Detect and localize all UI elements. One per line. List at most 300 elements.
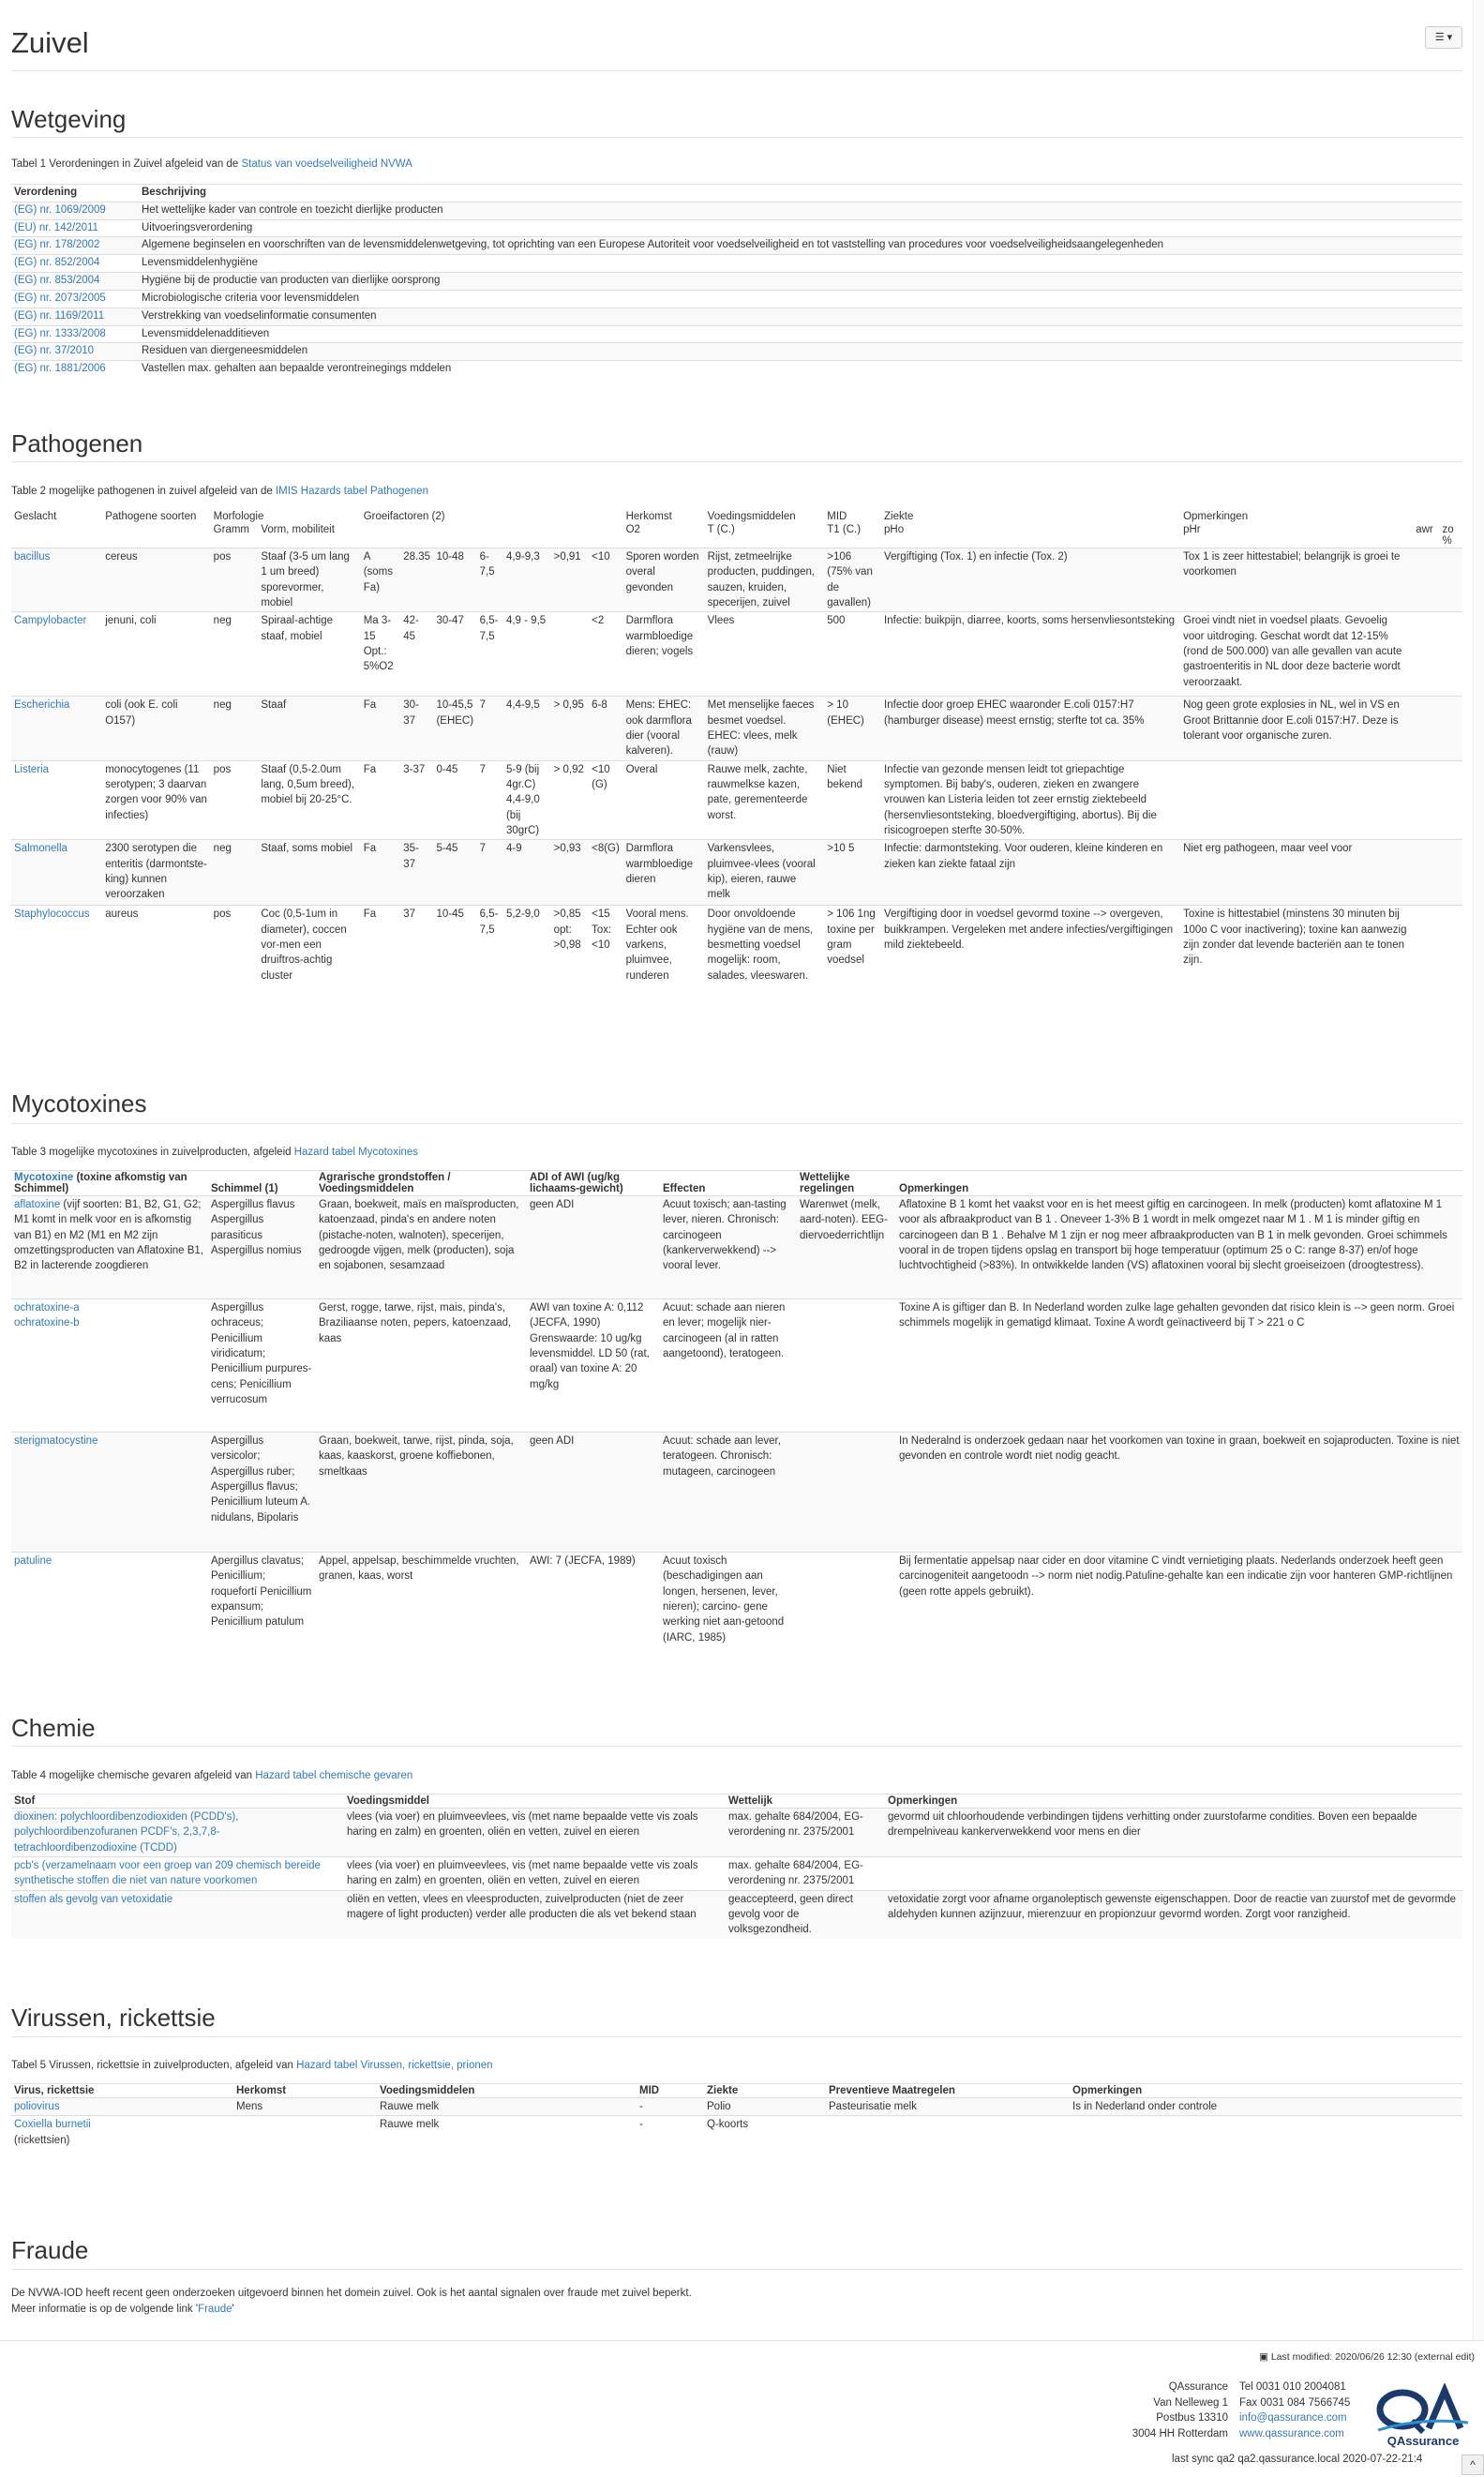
table-cell: Fa [361,697,401,760]
table-cell: Niet erg pathogeen, maar veel voor [1180,840,1413,906]
table-cell: Bij fermentatie appelsap naar cider en door vitamine C vindt vernietiging plaats. Nederlands onderzoek heeft geen carcinogeniteit aangetoodn --> norm niet nodig.Patuline-gehalte kan een indicatie zijn voor hanteren GMP-richtlijnen (geen rotte appels gebruikt). [896,1553,1462,1656]
table-cell: Toxine A is giftiger dan B. In Nederland worden zulke lage gehalten gevonden dat risico klein is --> geen norm. Groei schimmels mogelijk in gematigd klimaat. Toxine A wordt geïnactiveerd bij T > 221 o C [896,1299,1462,1433]
table-cell: > 0,95 [551,697,590,760]
table-cell: 4,4-9,5 [503,697,551,760]
table-caption-4 [11,1770,412,1781]
table-cell [11,840,102,906]
table-row [11,906,1462,984]
table-cell: geaccepteerd, geen direct gevolg voor de volksgezondheid. [726,1890,885,1938]
mycotoxine-name-link[interactable]: aflatoxine [14,1199,61,1210]
table-cell: <10 [589,548,622,612]
table-cell: Rijst, zetmeelrijke producten, puddingen, sauzen, kruiden, specerijen, zuivel [705,548,825,612]
caption-text: Table 4 mogelijke chemische gevaren afgeleid van [11,1770,256,1781]
table-cell: >10 5 [824,840,881,906]
table-cell: Aspergillus flavus Aspergillus parasiticus Aspergillus nomius [208,1196,316,1299]
verordening-link[interactable]: (EG) nr. 852/2004 [14,257,100,269]
section-heading-fraude: Fraude [11,2236,89,2264]
table-cell: 30-47 [433,612,476,697]
table-cell: AWI: 7 (JECFA, 1989) [527,1553,660,1656]
table-cell: <8(G) [589,840,622,906]
table-cell: >0,85 opt: >0,98 [551,906,590,984]
table-cell [826,2116,1070,2149]
table-cell: Fa [361,760,401,840]
column-header: Stof [11,1794,344,1809]
table-cell: Microbiologische criteria voor levensmiddelen [139,290,1462,308]
table-cell: Door onvoldoende hygiëne van de mens, besmetting voedsel mogelijk: room, salades, vleeswaren. [705,906,825,984]
table-row [11,361,1462,378]
table-cell: Gerst, rogge, tarwe, rijst, mais, pinda's, Braziliaanse noten, pepers, katoenzaad, kaas [316,1299,527,1433]
column-subheader: pHr [1183,524,1201,535]
column-header: Groeifactoren (2) [363,511,445,522]
table-cell: Warenwet (melk, aard-noten). EEG-diervoederrichtlijn [797,1196,896,1299]
table-cell: Fa [361,906,401,984]
caption-link[interactable]: Status van voedselveiligheid NVWA [241,158,412,170]
table-cell: AWI van toxine A: 0,112 (JECFA, 1990) Grenswaarde: 10 ug/kg levensmiddel. LD 50 (rat, oraal) van toxine A: 20 mg/kg [527,1299,660,1433]
footer-web-link[interactable]: www.qassurance.com [1239,2428,1344,2440]
table-cell [1440,760,1462,840]
table-row [11,697,1462,760]
table-cell [11,308,139,325]
column-header: Verordening [11,185,139,203]
column-header: Geslacht [14,511,57,522]
table-cell: vetoxidatie zorgt voor afname organoleptisch gewenste eigenschappen. Door de reactie van zuurstof met de gevormde aldehyden kunnen azijnzuur, mierenzuur en propionzuur gevormd worden. Zorgt voor ranzigheid. [885,1890,1462,1938]
column-header: Mycotoxine (toxine afkomstig van Schimmel) [11,1171,208,1196]
column-header: Beschrijving [139,185,1462,203]
table-cell: Uitvoeringsverordening [139,219,1462,237]
column-subheader: T (C.) [707,524,735,535]
table-cell [1440,906,1462,984]
table-row [11,237,1462,255]
verordening-link[interactable]: (EG) nr. 178/2002 [14,239,100,251]
table-cell: Vlees [705,612,825,697]
table-cell: Pasteurisatie melk [826,2098,1070,2116]
stof-link[interactable]: dioxinen: polychloordibenzodioxiden (PCDD's), polychloordibenzofuranen PCDF's, 2,3,7,8-tetrachloordibenzodioxine (TCDD) [14,1811,239,1854]
table-cell: 6-7,5 [477,548,503,612]
column-header: Pathogene soorten [105,511,197,522]
table-cell [1413,760,1439,840]
table-cell: 6,5-7,5 [477,612,503,697]
column-header: MID [637,2084,704,2098]
column-header: Herkomst [625,511,672,522]
mycotoxine-name-link[interactable]: sterigmatocystine [14,1435,98,1447]
verordening-link[interactable]: (EG) nr. 2073/2005 [14,292,106,304]
verordening-link[interactable]: (EG) nr. 1069/2009 [14,203,106,216]
table-cell: Varkensvlees, pluimvee-vlees (vooral kip), eieren, rauwe melk [705,840,825,906]
sync-info: last sync qa2 qa2.qassurance.local 2020-07-22-21:4 [1172,2454,1423,2465]
mycotoxine-name-link[interactable]: patuline [14,1555,52,1567]
table-cell: Fa [361,840,401,906]
column-header: Opmerkingen [896,1171,1462,1196]
table-cell: Aspergillus ochraceus; Penicillium viridicatum; Penicillium purpures-cens; Penicillium verrucosum [208,1299,316,1433]
table-cell: Staaf [258,697,360,760]
table-cell: neg [211,697,259,760]
table-cell: Is in Nederland onder controle [1070,2098,1462,2116]
table-caption-3 [11,1147,418,1158]
last-modified: ▣ Last modified: 2020/06/26 12:30 (external edit) [1259,2351,1475,2363]
table-cell: >0,93 [551,840,590,906]
table-cell: max. gehalte 684/2004, EG-verordening nr. 2375/2001 [726,1809,885,1857]
table-cell [1413,548,1439,612]
table-cell [233,2116,377,2149]
column-subheader: Vorm, mobiliteit [261,524,335,535]
table-cell: Levensmiddelenhygiëne [139,255,1462,273]
table-row [11,2098,1462,2116]
section-divider [11,2269,1462,2270]
table-cell: Infectie van gezonde mensen leidt tot griepachtige symptomen. Bij baby's, ouderen, zieken en zwangere vrouwen kan Listeria leiden tot zeer ernstig ziektebeeld (hersenvliesontsteking, bloedvergiftiging, abortus). Bij die risicogroepen sterfte 30-50%. [881,760,1180,840]
genus-link[interactable]: Campylobacter [14,615,87,627]
caption-text: Table 3 mogelijke mycotoxines in zuivelproducten, afgeleid [11,1147,294,1158]
table-cell: 7 [477,760,503,840]
table-cell: 5-9 (bij 4gr.C) 4,4-9,0 (bij 30grC) [503,760,551,840]
table-cell: 4-9 [503,840,551,906]
genus-link[interactable]: Escherichia [14,699,70,712]
table-cell: Mens [233,2098,377,2116]
table-cell [1413,840,1439,906]
mycotoxine-link[interactable]: Mycotoxine [14,1172,74,1183]
table-cell: Aspergillus versicolor; Aspergillus ruber; Aspergillus flavus; Penicillium luteum A. nidulans, Bipolaris [208,1433,316,1553]
pathogenen-table [11,510,1462,984]
table-cell: aureus [102,906,210,984]
caption-link[interactable]: Hazard tabel Mycotoxines [293,1147,419,1158]
table-cell: Infectie door groep EHEC waaronder E.coli 0157:H7 (hamburger disease) meest ernstig; sterfte tot ca. 35% [881,697,1180,760]
title-divider [11,70,1462,71]
table-row [11,325,1462,343]
fraude-text [11,2286,692,2317]
fraude-line-2: Meer informatie is op de volgende link 'Fraude' [11,2303,234,2315]
table-cell: Vergiftiging door in voedsel gevormd toxine --> overgeven, buikkrampen. Vergeleken met andere infecties/vergiftigingen mild ziektebeeld. [881,906,1180,984]
table-cell: geen ADI [527,1433,660,1553]
table-cell: pos [211,906,259,984]
table-cell: Met menselijke faeces besmet voedsel. EHEC: vlees, melk (rauw) [705,697,825,760]
table-cell: - [637,2098,704,2116]
table-cell: - [637,2116,704,2149]
section-heading-virussen: Virussen, rickettsie [11,2004,216,2032]
table-row [11,1433,1462,1553]
table-row [11,1299,1462,1433]
table-cell: Darmflora warmbloedige dieren [623,840,705,906]
table-cell: 10-45,5 (EHEC) [433,697,476,760]
table-row [11,1856,1462,1890]
table-cell: 42-45 [400,612,433,697]
table-cell: Darmflora warmbloedige dieren; vogels [623,612,705,697]
footer-tel: Tel 0031 010 2004081 [1239,2381,1346,2393]
column-subheader: O2 [625,524,640,535]
table-cell: > 10 (EHEC) [824,697,881,760]
table-cell: monocytogenes (11 serotypen; 3 daarvan zorgen voor 90% van infecties) [102,760,210,840]
table-cell: Acuut: schade aan lever, teratogeen. Chronisch: mutageen, carcinogeen [660,1433,797,1553]
table-cell [11,1809,344,1857]
table-row [11,273,1462,291]
stof-link[interactable]: pcb's (verzamelnaam voor een groep van 209 chemisch bereide synthetische stoffen die niet van nature voorkomen [14,1859,321,1887]
genus-link[interactable]: Staphylococcus [14,908,90,921]
qassurance-logo: QAssurance [1374,2383,1472,2449]
table-cell: Infectie: darmontsteking. Voor ouderen, kleine kinderen en zieken kan ziekte fataal zijn [881,840,1180,906]
section-divider [11,137,1462,138]
table-cell: Nog geen grote explosies in NL, wel in VS en Groot Brittannie door E.coli 0157:H7. Deze is tolerant voor organische zuren. [1180,697,1413,760]
column-header: Ziekte [884,511,914,522]
table-cell: Rauwe melk [377,2116,637,2149]
table-cell [1440,840,1462,906]
table-cell [11,760,102,840]
table-row [11,760,1462,840]
table-cell [1413,697,1439,760]
scroll-top-button[interactable]: ^ [1462,2454,1484,2475]
table-cell: 3-37 [400,760,433,840]
column-subheader: Gramm [213,524,250,535]
table-cell: Vooral mens. Echter ook varkens, pluimvee, runderen [623,906,705,984]
verordening-link[interactable]: (EG) nr. 1881/2006 [14,363,106,375]
table-cell: pos [211,760,259,840]
table-cell [1070,2116,1462,2149]
table-cell [11,1856,344,1890]
column-header: Agrarische grondstoffen / Voedingsmiddelen [316,1171,527,1196]
table-cell [11,343,139,361]
table-row [11,1196,1462,1299]
table-cell: 6,5-7,5 [477,906,503,984]
table-cell [11,219,139,237]
footer-address: QAssurance Van Nelleweg 1 Postbus 13310 3004 HH Rotterdam [1132,2381,1228,2440]
table-cell [11,237,139,255]
column-header: Herkomst [233,2084,377,2098]
table-row [11,255,1462,273]
table-cell: 4,9 - 9,5 [503,612,551,697]
table-cell: Acuut: schade aan nieren en lever; mogelijk nier-carcinogeen (al in ratten aangetoond), teratogeen. [660,1299,797,1433]
table-cell [551,612,590,697]
genus-link[interactable]: bacillus [14,551,51,563]
table-cell: Vastellen max. gehalten aan bepaalde verontreinegings mddelen [139,361,1462,378]
table-cell: 4,9-9,3 [503,548,551,612]
table-cell: 7 [477,697,503,760]
table-row [11,290,1462,308]
virussen-table [11,2083,1462,2149]
table-row [11,2116,1462,2149]
column-subheader: zo % [1442,524,1454,547]
table-cell: Mens: EHEC: ook darmflora dier (vooral kalveren). [623,697,705,760]
caption-text: Table 2 mogelijke pathogenen in zuivel afgeleid van de [11,486,276,497]
table-cell: > 106 1ng toxine per gram voedsel [824,906,881,984]
table-cell: 35-37 [400,840,433,906]
table-cell: vlees (via voer) en pluimveevlees, vis (met name bepaalde vette vis zoals haring en zalm) en groenten, oliën en vetten, zuivel en eieren [344,1856,726,1890]
table-cell: 28.35 [400,548,433,612]
column-header: Virus, rickettsie [11,2084,233,2098]
column-header: Morfologie [213,511,264,522]
toc-menu-button[interactable]: ☰ ▾ [1425,26,1462,49]
column-header: Preventieve Maatregelen [826,2084,1070,2098]
column-header: Opmerkingen [885,1794,1462,1809]
column-header: Opmerkingen [1070,2084,1462,2098]
fraude-line-1: De NVWA-IOD heeft recent geen onderzoeken uitgevoerd binnen het domein zuivel. Ook is het aantal signalen over fraude met zuivel beperkt. [11,2288,692,2299]
table-cell [1440,697,1462,760]
table-cell [11,1890,344,1938]
table-cell: Graan, boekweit, maïs en maïsproducten, katoenzaad, pinda's en andere noten (pistache-noten, walnoten), specerijen, gedroogde vijgen, melk (producten), soja en sojabonen, sesamzaad [316,1196,527,1299]
section-heading-pathogenen: Pathogenen [11,429,143,458]
table-cell: Het wettelijke kader van controle en toezicht dierlijke producten [139,202,1462,219]
caption-text: Tabel 5 Virussen, rickettsie in zuivelproducten, afgeleid van [11,2060,297,2071]
chemie-table [11,1794,1462,1939]
table-caption-2 [11,486,428,497]
table-cell: aflatoxine (vijf soorten: B1, B2, G1, G2; M1 komt in melk voor en is afkomstig van B1) en M2 (M1 en M2 zijn omzettingsproducten van Aflatoxine B1, B2 in lacterende zoogdieren [11,1196,208,1299]
table-cell: Graan, boekweit, tarwe, rijst, pinda, soja, kaas, kaaskorst, groene koffiebonen, smeltkaas [316,1433,527,1553]
table-row [11,1553,1462,1656]
table-cell: Acuut toxisch; aan-tasting lever, nieren. Chronisch: carcinogeen (kankerverwekkend) --> vooral lever. [660,1196,797,1299]
table-cell: Appel, appelsap, beschimmelde vruchten, granen, kaas, worst [316,1553,527,1656]
table-cell: Infectie: buikpijn, diarree, koorts, soms hersenvliesontsteking [881,612,1180,697]
verordening-link[interactable]: (EG) nr. 853/2004 [14,275,100,287]
table-cell: Algemene beginselen en voorschriften van de levensmiddelenwetgeving, tot oprichting van een Europese Autoriteit voor voedselveiligheid en tot vaststelling van procedures voor voedselveiligheidsaangelegenheden [139,237,1462,255]
table-cell: neg [211,840,259,906]
verordeningen-table [11,184,1462,378]
table-caption-1 [11,158,412,170]
section-heading-mycotoxines: Mycotoxines [11,1089,147,1118]
table-cell [885,1856,1462,1890]
table-cell [1180,760,1413,840]
page-title: Zuivel [11,26,89,59]
table-cell: Rauwe melk [377,2098,637,2116]
table-cell [1440,612,1462,697]
table-cell [797,1299,896,1433]
table-cell [11,1299,208,1433]
table-cell: neg [211,612,259,697]
table-cell: 0-45 [433,760,476,840]
table-cell: Apergillus clavatus; Penicillium; roquefortí Penicillium expansum; Penicillium patulum [208,1553,316,1656]
verordening-link[interactable]: (EG) nr. 1333/2008 [14,327,106,339]
table-cell: A (soms Fa) [361,548,401,612]
caption-link[interactable]: IMIS Hazards tabel Pathogenen [275,486,428,497]
column-header: ADI of AWI (ug/kg lichaams-gewicht) [527,1171,660,1196]
verordening-link[interactable]: (EG) nr. 1169/2011 [14,309,105,322]
table-cell [11,325,139,343]
table-cell [11,202,139,219]
table-cell: 2300 serotypen die enteritis (darmontste-king) kunnen veroorzaken [102,840,210,906]
footer-contact [1239,2379,1350,2442]
table-cell [11,361,139,378]
table-cell: Rauwe melk, zachte, rauwmelkse kazen, pate, gerementeerde worst. [705,760,825,840]
column-header: Voedingsmiddelen [377,2084,637,2098]
genus-link[interactable]: Salmonella [14,843,67,855]
table-row [11,612,1462,697]
section-divider [11,2036,1462,2037]
column-header: Wettelijk [726,1794,885,1809]
column-header: Ziekte [704,2084,826,2098]
table-cell: Verstrekking van voedselinformatie consumenten [139,308,1462,325]
table-row [11,308,1462,325]
stof-link[interactable]: stoffen als gevolg van vetoxidatie [14,1893,173,1905]
table-cell [1413,906,1439,984]
section-heading-wetgeving: Wetgeving [11,105,127,133]
table-cell: 7 [477,840,503,906]
table-cell [11,1553,208,1656]
table-cell: Acuut toxisch (beschadigingen aan longen, hersenen, lever, nieren); carcino- gene werking niet aan-getoond (IARC, 1985) [660,1553,797,1656]
calendar-icon: ▣ [1259,2351,1268,2363]
table-cell: <15 Tox: <10 [589,906,622,984]
table-cell: 5-45 [433,840,476,906]
table-cell: cereus [102,548,210,612]
virus-link[interactable]: Coxiella burnetii [14,2119,91,2131]
table-cell: Staaf, soms mobiel [258,840,360,906]
table-cell [797,1433,896,1553]
table-cell [11,2098,233,2116]
table-cell: 500 [824,612,881,697]
table-row [11,840,1462,906]
table-cell: geen ADI [527,1196,660,1299]
table-cell: Q-koorts [704,2116,826,2149]
table-cell: 5,2-9,0 [503,906,551,984]
column-subheader: awr [1416,524,1433,535]
caption-link[interactable]: Hazard tabel Virussen, rickettsie, prionen [296,2060,493,2071]
table-cell [11,255,139,273]
table-cell [11,1433,208,1553]
table-cell: vlees (via voer) en pluimveevlees, vis (met name bepaalde vette vis zoals haring en zalm) en groenten, oliën en vetten, zuivel en eieren [344,1809,726,1857]
table-cell: gevormd uit chloorhoudende verbindingen tijdens verhitting onder zuurstofarme condities. Boven een bepaalde drempelniveau kankerverwekkend voor mens en dier [885,1809,1462,1857]
virus-link[interactable]: poliovirus [14,2101,60,2112]
table-cell [11,290,139,308]
table-cell: 37 [400,906,433,984]
table-row [11,548,1462,612]
fraude-link[interactable]: Fraude [198,2303,232,2315]
footer-email-link[interactable]: info@qassurance.com [1239,2412,1347,2424]
table-cell: <10 (G) [589,760,622,840]
table-cell: Staaf (3-5 um lang 1 um breed) sporevormer, mobiel [258,548,360,612]
table-cell [11,906,102,984]
table-row [11,343,1462,361]
table-cell: Coxiella burnetii (rickettsien) [11,2116,233,2149]
table-cell: Overal [623,760,705,840]
table-cell: 10-48 [433,548,476,612]
table-cell: Tox 1 is zeer hittestabiel; belangrijk is groei te voorkomen [1180,548,1413,612]
column-subheader: pHo [884,524,905,535]
mycotoxines-table [11,1170,1462,1656]
column-header: Opmerkingen [1183,511,1249,522]
table-cell: max. gehalte 684/2004, EG-verordening nr. 2375/2001 [726,1856,885,1890]
section-heading-chemie: Chemie [11,1714,96,1742]
caption-text: Tabel 1 Verordeningen in Zuivel afgeleid van de [11,158,242,170]
section-divider [11,1123,1462,1124]
mycotoxine-name-link[interactable]: ochratoxine-a [14,1302,80,1314]
table-row [11,1890,1462,1938]
mycotoxine-name-link[interactable]: ochratoxine-b [14,1317,80,1329]
table-cell: Toxine is hittestabiel (minstens 30 minuten bij 100o C voor inactivering); toxine kan aanwezig zijn zonder dat levende bacteriën aan te tonen zijn. [1180,906,1413,984]
table-cell: > 0,92 [551,760,590,840]
verordening-link[interactable]: (EU) nr. 142/2011 [14,221,98,233]
table-cell [11,548,102,612]
table-cell: Polio [704,2098,826,2116]
table-cell: Groei vindt niet in voedsel plaats. Gevoelig voor uitdroging. Geschat wordt dat 12-15% (rond de 500.000) van alle gevallen van acute gastroenteritis in NL door deze bacterie wordt veroorzaakt. [1180,612,1413,697]
table-cell: In Nederalnd is onderzoek gedaan naar het voorkomen van toxine in graan, boekweit en sojaproducten. Toxine is niet gevonden en controle wordt niet nodig geacht. [896,1433,1462,1553]
table-cell: coli (ook E. coli O157) [102,697,210,760]
section-divider [11,461,1462,462]
table-cell [797,1553,896,1656]
right-gutter [1473,0,1484,2340]
table-cell: Vergiftiging (Tox. 1) en infectie (Tox. 2) [881,548,1180,612]
table-cell: Niet bekend [824,760,881,840]
caption-link[interactable]: Hazard tabel chemische gevaren [255,1770,413,1781]
table-cell [1413,612,1439,697]
table-cell [11,612,102,697]
verordening-link[interactable]: (EG) nr. 37/2010 [14,345,95,357]
table-cell: Ma 3-15 Opt.: 5%O2 [361,612,401,697]
table-cell [11,273,139,291]
genus-link[interactable]: Listeria [14,763,50,775]
table-cell: >106 (75% van de gavallen) [824,548,881,612]
table-cell: 30-37 [400,697,433,760]
column-header: Voedingsmiddelen [707,511,796,522]
table-cell: oliën en vetten, vlees en vleesproducten, zuivelproducten (niet de zeer magere of light producten) verder alle producten die als vet bekend staan [344,1890,726,1938]
column-subheader: T1 (C.) [827,524,862,535]
column-header: Schimmel (1) [208,1171,316,1196]
section-divider [11,1746,1462,1747]
table-cell: Aflatoxine B 1 komt het vaakst voor en is het meest giftig en carcinogeen. In melk (producten) komt aflatoxine M 1 voor als afbraakproduct van B 1 . Oneveer 1-3% B 1 wordt in melk omgezet naar M 1 . M 1 is minder giftig en carcinogeen dan B 1 . Behalve M 1 zijn er nog meer afbraakproducten van B 1 in melk gevonden. Groei schimmels vooral in de tropen tijdens opslag en transport bij hoge temperatuur (optimum 25 o C: range 8-37) en/of hoge luchtvochtigheid (>83%). In ontwikkelde landen (VS) aflatoxinen vooral bij slecht groeiseizoen (droogtestress). [896,1196,1462,1299]
table-cell: 10-45 [433,906,476,984]
